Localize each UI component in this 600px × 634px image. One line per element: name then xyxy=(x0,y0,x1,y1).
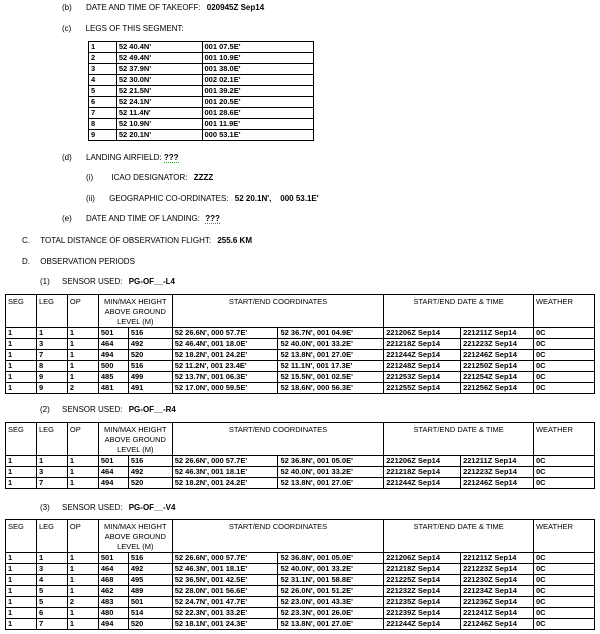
sensor-item: (1) xyxy=(40,277,50,286)
max-height-cell: 499 xyxy=(128,372,172,383)
leg-header: LEG xyxy=(36,423,67,456)
sensor-2-table xyxy=(5,422,595,489)
header-row xyxy=(6,423,595,456)
leg-lon-cell: 001 11.9E' xyxy=(202,119,314,130)
legs-item: (c) xyxy=(62,24,72,33)
leg-cell: 4 xyxy=(36,575,67,586)
geo-line xyxy=(86,194,319,203)
icao-item: (i) xyxy=(86,173,94,182)
leg-number-cell: 4 xyxy=(89,75,117,86)
min-height-cell: 464 xyxy=(98,339,128,350)
start-coord-cell: 52 36.5N', 001 42.5E' xyxy=(172,575,278,586)
leg-lat-cell: 52 49.4N' xyxy=(116,53,202,64)
min-height-cell: 481 xyxy=(98,383,128,394)
sensor-item: (2) xyxy=(40,405,50,414)
start-time-cell: 221225Z Sep14 xyxy=(384,575,461,586)
landing-label: LANDING AIRFIELD: xyxy=(86,153,162,162)
leg-lat-cell: 52 10.9N' xyxy=(116,119,202,130)
end-time-cell: 221241Z Sep14 xyxy=(461,608,534,619)
datetime-header: START/END DATE & TIME xyxy=(384,423,534,456)
sensor-value: PG-OF__-R4 xyxy=(128,405,176,414)
takeoff-line xyxy=(62,3,264,12)
seg-cell: 1 xyxy=(6,608,37,619)
leg-lat-cell: 52 37.9N' xyxy=(116,64,202,75)
start-time-cell: 221239Z Sep14 xyxy=(384,608,461,619)
sensor-value: PG-OF__-L4 xyxy=(128,277,175,286)
periods-label: OBSERVATION PERIODS xyxy=(40,257,135,266)
start-coord-cell: 52 18.2N', 001 24.2E' xyxy=(172,478,278,489)
distance-line xyxy=(22,236,252,245)
distance-value: 255.6 KM xyxy=(217,236,252,245)
end-coord-cell: 52 36.8N', 001 05.0E' xyxy=(278,456,384,467)
weather-cell: 0C xyxy=(533,597,594,608)
min-height-cell: 468 xyxy=(98,575,128,586)
max-height-cell: 516 xyxy=(128,328,172,339)
table-row xyxy=(6,372,595,383)
end-time-cell: 221211Z Sep14 xyxy=(461,456,534,467)
op-cell: 1 xyxy=(67,608,98,619)
weather-cell: 0C xyxy=(533,608,594,619)
datetime-header: START/END DATE & TIME xyxy=(384,295,534,328)
seg-cell: 1 xyxy=(6,467,37,478)
end-time-cell: 221230Z Sep14 xyxy=(461,575,534,586)
seg-cell: 1 xyxy=(6,456,37,467)
end-coord-cell: 52 40.0N', 001 33.2E' xyxy=(278,339,384,350)
table-row xyxy=(6,586,595,597)
header-row xyxy=(6,295,595,328)
leg-number-cell: 9 xyxy=(89,130,117,141)
end-time-cell: 221211Z Sep14 xyxy=(461,328,534,339)
end-time-cell: 221223Z Sep14 xyxy=(461,339,534,350)
start-coord-cell: 52 26.6N', 000 57.7E' xyxy=(172,328,278,339)
seg-cell: 1 xyxy=(6,339,37,350)
geo-label: GEOGRAPHIC CO-ORDINATES: xyxy=(109,194,229,203)
start-time-cell: 221218Z Sep14 xyxy=(384,564,461,575)
max-height-cell: 516 xyxy=(128,553,172,564)
weather-cell: 0C xyxy=(533,328,594,339)
max-height-cell: 492 xyxy=(128,467,172,478)
leg-cell: 6 xyxy=(36,608,67,619)
start-time-cell: 221206Z Sep14 xyxy=(384,328,461,339)
weather-header: WEATHER xyxy=(533,520,594,553)
seg-cell: 1 xyxy=(6,372,37,383)
op-cell: 1 xyxy=(67,619,98,630)
periods-item: D. xyxy=(22,257,30,266)
op-cell: 1 xyxy=(67,339,98,350)
sensor-1-line xyxy=(40,277,175,286)
seg-cell: 1 xyxy=(6,328,37,339)
seg-header: SEG xyxy=(6,423,37,456)
max-height-cell: 516 xyxy=(128,361,172,372)
leg-cell: 7 xyxy=(36,478,67,489)
leg-lat-cell: 52 20.1N' xyxy=(116,130,202,141)
table-row xyxy=(6,564,595,575)
max-height-cell: 520 xyxy=(128,350,172,361)
table-row xyxy=(6,467,595,478)
leg-lat-cell: 52 24.1N' xyxy=(116,97,202,108)
end-coord-cell: 52 36.8N', 001 05.0E' xyxy=(278,553,384,564)
legs-row xyxy=(89,64,314,75)
min-height-cell: 494 xyxy=(98,350,128,361)
start-coord-cell: 52 17.0N', 000 59.5E' xyxy=(172,383,278,394)
start-coord-cell: 52 18.2N', 001 24.2E' xyxy=(172,350,278,361)
landing-item: (d) xyxy=(62,153,72,162)
legs-row xyxy=(89,53,314,64)
max-height-cell: 516 xyxy=(128,456,172,467)
seg-cell: 1 xyxy=(6,361,37,372)
start-time-cell: 221206Z Sep14 xyxy=(384,456,461,467)
end-time-cell: 221246Z Sep14 xyxy=(461,619,534,630)
op-cell: 1 xyxy=(67,575,98,586)
op-header: OP xyxy=(67,520,98,553)
distance-label: TOTAL DISTANCE OF OBSERVATION FLIGHT: xyxy=(40,236,212,245)
weather-cell: 0C xyxy=(533,467,594,478)
sensor-label: SENSOR USED: xyxy=(62,277,123,286)
landing-time-label: DATE AND TIME OF LANDING: xyxy=(86,214,200,223)
min-height-cell: 462 xyxy=(98,586,128,597)
min-height-cell: 501 xyxy=(98,553,128,564)
icao-label: ICAO DESIGNATOR: xyxy=(111,173,188,182)
end-coord-cell: 52 36.7N', 001 04.9E' xyxy=(278,328,384,339)
weather-cell: 0C xyxy=(533,564,594,575)
start-time-cell: 221235Z Sep14 xyxy=(384,597,461,608)
end-time-cell: 221254Z Sep14 xyxy=(461,372,534,383)
op-cell: 1 xyxy=(67,328,98,339)
takeoff-label: DATE AND TIME OF TAKEOFF: xyxy=(86,3,201,12)
op-cell: 1 xyxy=(67,553,98,564)
end-coord-cell: 52 40.0N', 001 33.2E' xyxy=(278,467,384,478)
legs-row xyxy=(89,86,314,97)
leg-header: LEG xyxy=(36,295,67,328)
op-cell: 1 xyxy=(67,361,98,372)
leg-lon-cell: 001 28.6E' xyxy=(202,108,314,119)
max-height-cell: 520 xyxy=(128,478,172,489)
weather-cell: 0C xyxy=(533,619,594,630)
landing-time-line xyxy=(62,214,220,223)
end-coord-cell: 52 13.8N', 001 27.0E' xyxy=(278,350,384,361)
seg-cell: 1 xyxy=(6,478,37,489)
leg-cell: 5 xyxy=(36,586,67,597)
op-header: OP xyxy=(67,423,98,456)
legs-table xyxy=(88,41,314,141)
leg-number-cell: 7 xyxy=(89,108,117,119)
min-height-cell: 480 xyxy=(98,608,128,619)
table-row xyxy=(6,456,595,467)
leg-lat-cell: 52 11.4N' xyxy=(116,108,202,119)
table-row xyxy=(6,328,595,339)
weather-cell: 0C xyxy=(533,350,594,361)
weather-cell: 0C xyxy=(533,339,594,350)
min-height-cell: 485 xyxy=(98,372,128,383)
leg-number-cell: 6 xyxy=(89,97,117,108)
leg-cell: 3 xyxy=(36,564,67,575)
legs-line xyxy=(62,24,184,33)
header-row xyxy=(6,520,595,553)
table-row xyxy=(6,608,595,619)
leg-cell: 3 xyxy=(36,339,67,350)
start-time-cell: 221244Z Sep14 xyxy=(384,478,461,489)
max-height-cell: 492 xyxy=(128,564,172,575)
leg-cell: 8 xyxy=(36,361,67,372)
table-row xyxy=(6,339,595,350)
weather-cell: 0C xyxy=(533,586,594,597)
leg-cell: 7 xyxy=(36,350,67,361)
geo-item: (ii) xyxy=(86,194,95,203)
distance-item: C. xyxy=(22,236,30,245)
landing-time-item: (e) xyxy=(62,214,72,223)
seg-cell: 1 xyxy=(6,597,37,608)
leg-cell: 7 xyxy=(36,619,67,630)
geo-value: 52 20.1N', 000 53.1E' xyxy=(234,194,319,203)
leg-number-cell: 3 xyxy=(89,64,117,75)
periods-line xyxy=(22,257,135,266)
min-height-cell: 494 xyxy=(98,478,128,489)
leg-lat-cell: 52 21.5N' xyxy=(116,86,202,97)
seg-cell: 1 xyxy=(6,350,37,361)
height-header: MIN/MAX HEIGHT ABOVE GROUND LEVEL (M) xyxy=(98,423,172,456)
start-time-cell: 221206Z Sep14 xyxy=(384,553,461,564)
table-row xyxy=(6,361,595,372)
table-row xyxy=(6,553,595,564)
weather-header: WEATHER xyxy=(533,423,594,456)
min-height-cell: 494 xyxy=(98,619,128,630)
end-time-cell: 221246Z Sep14 xyxy=(461,478,534,489)
leg-lat-cell: 52 40.4N' xyxy=(116,42,202,53)
leg-lon-cell: 001 20.5E' xyxy=(202,97,314,108)
weather-cell: 0C xyxy=(533,361,594,372)
start-time-cell: 221218Z Sep14 xyxy=(384,339,461,350)
end-coord-cell: 52 13.8N', 001 27.0E' xyxy=(278,619,384,630)
legs-row xyxy=(89,42,314,53)
start-time-cell: 221248Z Sep14 xyxy=(384,361,461,372)
end-coord-cell: 52 15.5N', 001 02.5E' xyxy=(278,372,384,383)
seg-cell: 1 xyxy=(6,553,37,564)
end-coord-cell: 52 11.1N', 001 17.3E' xyxy=(278,361,384,372)
op-cell: 1 xyxy=(67,564,98,575)
leg-lat-cell: 52 30.0N' xyxy=(116,75,202,86)
leg-header: LEG xyxy=(36,520,67,553)
seg-cell: 1 xyxy=(6,564,37,575)
max-height-cell: 491 xyxy=(128,383,172,394)
end-time-cell: 221223Z Sep14 xyxy=(461,467,534,478)
icao-value: ZZZZ xyxy=(193,173,214,182)
weather-cell: 0C xyxy=(533,553,594,564)
end-coord-cell: 52 18.6N', 000 56.3E' xyxy=(278,383,384,394)
leg-number-cell: 2 xyxy=(89,53,117,64)
end-coord-cell: 52 13.8N', 001 27.0E' xyxy=(278,478,384,489)
min-height-cell: 464 xyxy=(98,564,128,575)
landing-line xyxy=(62,153,179,162)
leg-number-cell: 8 xyxy=(89,119,117,130)
min-height-cell: 464 xyxy=(98,467,128,478)
start-coord-cell: 52 13.7N', 001 06.3E' xyxy=(172,372,278,383)
end-coord-cell: 52 31.1N', 001 58.8E' xyxy=(278,575,384,586)
min-height-cell: 500 xyxy=(98,361,128,372)
leg-number-cell: 1 xyxy=(89,42,117,53)
leg-lon-cell: 001 07.5E' xyxy=(202,42,314,53)
op-cell: 2 xyxy=(67,597,98,608)
seg-cell: 1 xyxy=(6,586,37,597)
coords-header: START/END COORDINATES xyxy=(172,520,384,553)
end-time-cell: 221236Z Sep14 xyxy=(461,597,534,608)
leg-lon-cell: 000 53.1E' xyxy=(202,130,314,141)
op-cell: 1 xyxy=(67,478,98,489)
legs-row xyxy=(89,75,314,86)
leg-lon-cell: 002 02.1E' xyxy=(202,75,314,86)
weather-cell: 0C xyxy=(533,383,594,394)
leg-lon-cell: 001 39.2E' xyxy=(202,86,314,97)
leg-cell: 9 xyxy=(36,372,67,383)
op-cell: 1 xyxy=(67,372,98,383)
weather-cell: 0C xyxy=(533,372,594,383)
table-row xyxy=(6,619,595,630)
coords-header: START/END COORDINATES xyxy=(172,295,384,328)
start-coord-cell: 52 46.3N', 001 18.1E' xyxy=(172,467,278,478)
end-time-cell: 221211Z Sep14 xyxy=(461,553,534,564)
start-time-cell: 221253Z Sep14 xyxy=(384,372,461,383)
start-time-cell: 221218Z Sep14 xyxy=(384,467,461,478)
sensor-2-line xyxy=(40,405,176,414)
end-time-cell: 221246Z Sep14 xyxy=(461,350,534,361)
end-coord-cell: 52 23.3N', 001 26.0E' xyxy=(278,608,384,619)
max-height-cell: 514 xyxy=(128,608,172,619)
op-cell: 1 xyxy=(67,586,98,597)
start-time-cell: 221232Z Sep14 xyxy=(384,586,461,597)
coords-header: START/END COORDINATES xyxy=(172,423,384,456)
seg-cell: 1 xyxy=(6,575,37,586)
min-height-cell: 501 xyxy=(98,328,128,339)
weather-cell: 0C xyxy=(533,478,594,489)
datetime-header: START/END DATE & TIME xyxy=(384,520,534,553)
start-coord-cell: 52 22.3N', 001 33.2E' xyxy=(172,608,278,619)
start-coord-cell: 52 24.7N', 001 47.7E' xyxy=(172,597,278,608)
min-height-cell: 501 xyxy=(98,456,128,467)
sensor-item: (3) xyxy=(40,503,50,512)
end-time-cell: 221234Z Sep14 xyxy=(461,586,534,597)
max-height-cell: 492 xyxy=(128,339,172,350)
takeoff-item: (b) xyxy=(62,3,72,12)
seg-cell: 1 xyxy=(6,619,37,630)
op-header: OP xyxy=(67,295,98,328)
weather-cell: 0C xyxy=(533,575,594,586)
start-coord-cell: 52 26.6N', 000 57.7E' xyxy=(172,553,278,564)
max-height-cell: 489 xyxy=(128,586,172,597)
table-row xyxy=(6,597,595,608)
landing-time-value: ??? xyxy=(205,214,220,223)
leg-cell: 3 xyxy=(36,467,67,478)
max-height-cell: 495 xyxy=(128,575,172,586)
icao-line xyxy=(86,173,213,182)
leg-lon-cell: 001 38.0E' xyxy=(202,64,314,75)
sensor-3-line xyxy=(40,503,175,512)
takeoff-value: 020945Z Sep14 xyxy=(206,3,265,12)
start-time-cell: 221255Z Sep14 xyxy=(384,383,461,394)
leg-cell: 1 xyxy=(36,553,67,564)
end-time-cell: 221223Z Sep14 xyxy=(461,564,534,575)
height-header: MIN/MAX HEIGHT ABOVE GROUND LEVEL (M) xyxy=(98,520,172,553)
legs-row xyxy=(89,119,314,130)
op-cell: 1 xyxy=(67,467,98,478)
table-row xyxy=(6,575,595,586)
seg-header: SEG xyxy=(6,295,37,328)
start-coord-cell: 52 46.4N', 001 18.0E' xyxy=(172,339,278,350)
start-coord-cell: 52 46.3N', 001 18.1E' xyxy=(172,564,278,575)
leg-lon-cell: 001 10.9E' xyxy=(202,53,314,64)
leg-cell: 5 xyxy=(36,597,67,608)
start-coord-cell: 52 18.1N', 001 24.3E' xyxy=(172,619,278,630)
max-height-cell: 520 xyxy=(128,619,172,630)
sensor-label: SENSOR USED: xyxy=(62,405,123,414)
start-coord-cell: 52 28.0N', 001 56.6E' xyxy=(172,586,278,597)
start-coord-cell: 52 11.2N', 001 23.4E' xyxy=(172,361,278,372)
sensor-value: PG-OF__-V4 xyxy=(128,503,176,512)
weather-cell: 0C xyxy=(533,456,594,467)
end-time-cell: 221256Z Sep14 xyxy=(461,383,534,394)
start-time-cell: 221244Z Sep14 xyxy=(384,619,461,630)
sensor-3-table xyxy=(5,519,595,630)
legs-label: LEGS OF THIS SEGMENT: xyxy=(85,24,184,33)
start-coord-cell: 52 26.6N', 000 57.7E' xyxy=(172,456,278,467)
height-header: MIN/MAX HEIGHT ABOVE GROUND LEVEL (M) xyxy=(98,295,172,328)
end-coord-cell: 52 26.0N', 001 51.2E' xyxy=(278,586,384,597)
end-time-cell: 221250Z Sep14 xyxy=(461,361,534,372)
table-row xyxy=(6,383,595,394)
seg-cell: 1 xyxy=(6,383,37,394)
leg-cell: 1 xyxy=(36,328,67,339)
legs-row xyxy=(89,108,314,119)
sensor-1-table xyxy=(5,294,595,394)
seg-header: SEG xyxy=(6,520,37,553)
sensor-label: SENSOR USED: xyxy=(62,503,123,512)
op-cell: 2 xyxy=(67,383,98,394)
table-row xyxy=(6,478,595,489)
leg-cell: 1 xyxy=(36,456,67,467)
min-height-cell: 483 xyxy=(98,597,128,608)
op-cell: 1 xyxy=(67,456,98,467)
end-coord-cell: 52 40.0N', 001 33.2E' xyxy=(278,564,384,575)
weather-header: WEATHER xyxy=(533,295,594,328)
max-height-cell: 501 xyxy=(128,597,172,608)
leg-number-cell: 5 xyxy=(89,86,117,97)
end-coord-cell: 52 23.0N', 001 43.3E' xyxy=(278,597,384,608)
legs-row xyxy=(89,130,314,141)
legs-row xyxy=(89,97,314,108)
leg-cell: 9 xyxy=(36,383,67,394)
op-cell: 1 xyxy=(67,350,98,361)
table-row xyxy=(6,350,595,361)
start-time-cell: 221244Z Sep14 xyxy=(384,350,461,361)
landing-value: ??? xyxy=(163,153,179,162)
